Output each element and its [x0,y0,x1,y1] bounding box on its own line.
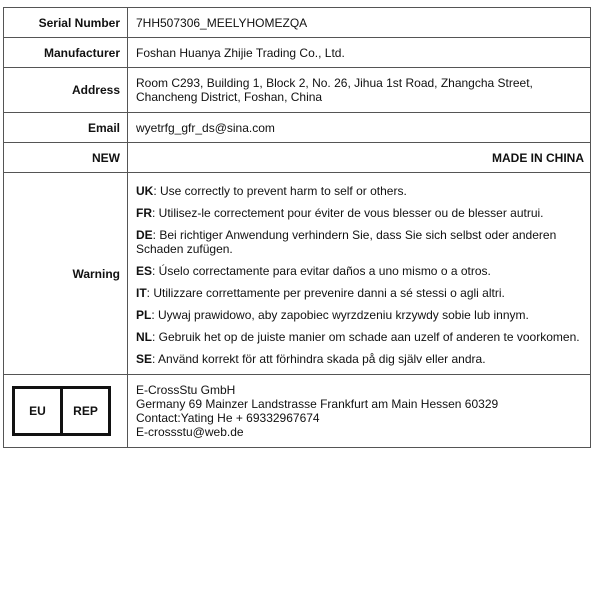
made-in-china-value: MADE IN CHINA [128,143,591,173]
warning-text: : Använd korrekt för att förhindra skada på dig själv eller andra. [152,351,486,366]
address-row [4,68,591,113]
eu-rep-logo [12,386,114,436]
manufacturer-label: Manufacturer [4,38,128,68]
warning-text: : Gebruik het op de juiste manier om schade aan uzelf of anderen te voorkomen. [152,329,580,344]
new-row [4,143,591,173]
warning-value [128,173,591,375]
eu-rep-company: E-CrossStu GmbH [136,383,236,397]
warning-code: UK [136,183,154,198]
warning-item-it [136,286,584,300]
warning-code: ES [136,263,153,278]
manufacturer-value: Foshan Huanya Zhijie Trading Co., Ltd. [128,38,591,68]
warning-code: SE [136,351,153,366]
warning-item-pl [136,308,584,322]
warning-item-nl [136,330,584,344]
eu-rep-email: E-crossstu@web.de [136,425,244,439]
serial-number-label: Serial Number [4,8,128,38]
warning-code: DE [136,227,153,242]
warning-item-fr [136,206,584,220]
warning-code: PL [136,307,152,322]
warning-item-de [136,228,584,256]
eu-rep-row [4,375,591,448]
warning-item-uk [136,184,584,198]
warning-text: : Use correctly to prevent harm to self or others. [153,183,407,198]
warning-label: Warning [4,173,128,375]
serial-number-value: 7HH507306_MEELYHOMEZQA [128,8,591,38]
warning-text: : Úselo correctamente para evitar daños a uno mismo o a otros. [152,263,491,278]
warning-code: NL [136,329,152,344]
email-value: wyetrfg_gfr_ds@sina.com [128,113,591,143]
address-line-1: Room C293, Building 1, Block 2, No. 26, Jihua 1st Road, Zhangcha Street, [136,76,533,90]
warning-text: : Uywaj prawidowo, aby zapobiec wyrzdzeniu krzywdy sobie lub innym. [151,307,529,322]
new-label: NEW [4,143,128,173]
eu-label: EU [12,386,63,436]
warning-text: : Bei richtiger Anwendung verhindern Sie, dass Sie sich selbst oder anderen Schaden zufügen. [136,227,557,256]
eu-rep-logo-cell [4,375,128,448]
warning-list [136,178,584,370]
warning-text: : Utilisez-le correctement pour éviter de vous blesser ou de blesser autrui. [152,205,544,220]
warning-row [4,173,591,375]
address-value [128,68,591,113]
warning-item-es [136,264,584,278]
eu-rep-details [128,375,591,448]
address-label: Address [4,68,128,113]
product-info-table [3,7,591,448]
serial-number-row [4,8,591,38]
rep-label: REP [63,386,111,436]
eu-rep-address: Germany 69 Mainzer Landstrasse Frankfurt am Main Hessen 60329 [136,397,499,411]
email-row [4,113,591,143]
address-line-2: Chancheng District, Foshan, China [136,90,323,104]
manufacturer-row [4,38,591,68]
warning-code: FR [136,205,152,220]
warning-code: IT [136,285,147,300]
warning-text: : Utilizzare correttamente per prevenire danni a sé stessi o agli altri. [146,285,505,300]
warning-item-se [136,352,584,366]
email-label: Email [4,113,128,143]
eu-rep-contact: Contact:Yating He + 69332967674 [136,411,320,425]
